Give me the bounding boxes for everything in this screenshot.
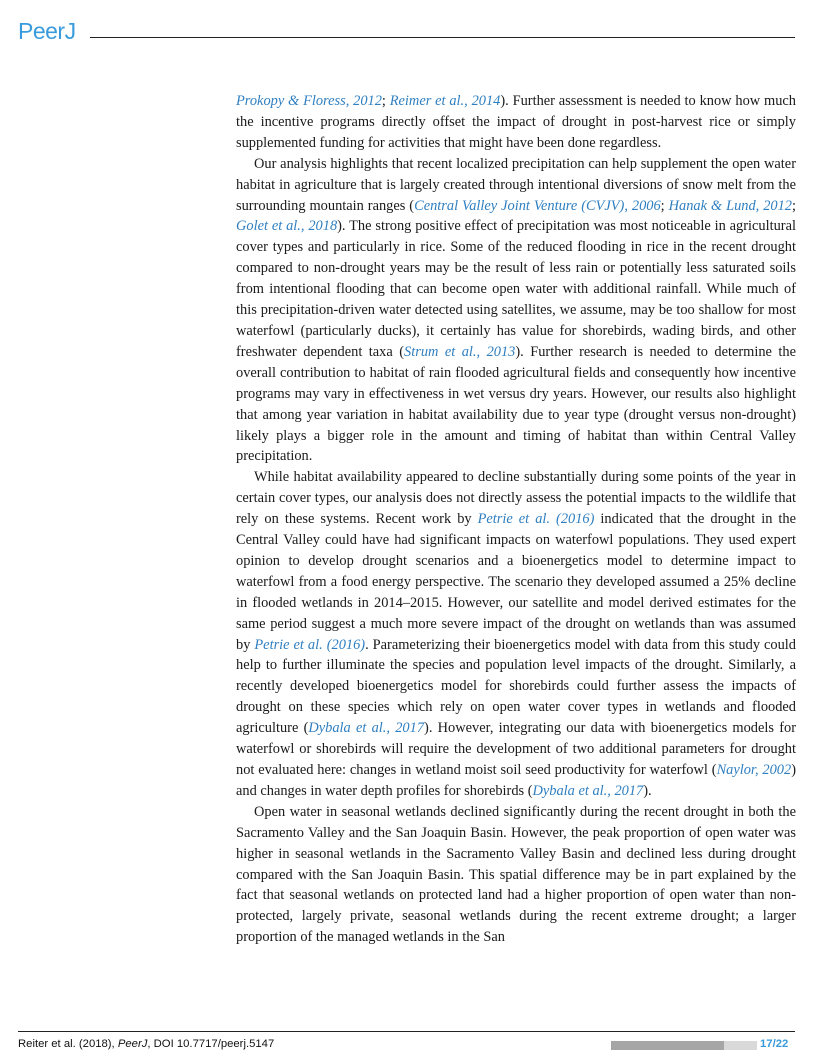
footer-citation-prefix: Reiter et al. (2018), [18,1038,118,1050]
article-body [236,91,796,948]
citation-link[interactable]: Golet et al., 2018 [236,218,338,235]
paragraph [236,91,796,154]
citation-link[interactable]: Strum et al., 2013 [404,343,516,360]
paragraph-text: ) and changes in water depth profiles for shorebirds ( [236,762,796,799]
paragraph-text: ). Further research is needed to determine the overall contribution to habitat of rain flooded agricultural fields and consequently how incentive programs may vary in effectiveness in wet versus dry years. However, our results also highlight that among year variation in habitat availability due to year type (drought versus non-drought) likely plays a bigger role in the amount and timing of habitat than within Central Valley precipitation. [236,343,796,465]
peerj-logo: PeerJ [18,18,76,44]
citation-link[interactable]: Central Valley Joint Venture (CVJV), 2006 [414,197,661,214]
paragraph-text: Open water in seasonal wetlands declined significantly during the recent drought in both the Sacramento Valley and the San Joaquin Basin. However, the peak proportion of open water was higher in seasonal wetlands in the Sacramento Valley Basin and declined less during drought compared with the San Joaquin Basin. This spatial difference may be in part explained by the fact that seasonal wetlands on protected land had a higher proportion of open water than non-protected, largely private, seasonal wetlands during the recent extreme drought; a larger proportion of the managed wetlands in the San [236,803,796,946]
footer-citation [18,1038,274,1050]
paragraph-text: ). [643,782,652,799]
citation-link[interactable]: Reimer et al., 2014 [389,93,501,109]
paragraph-text: ). Further assessment is needed to know how much the incentive programs directly offset the impact of drought in post-harvest rice or simply supplemented funding for activities that might have been done regardless. [236,93,796,151]
paragraph-text: Our analysis highlights that recent localized precipitation can help supplement the open water habitat in agriculture that is largely created through intentional diversions of snow melt from the surrounding mountain ranges ( [236,155,796,214]
paragraph-text: ; [791,197,796,214]
paragraph-text: indicated that the drought in the Central Valley could have had significant impacts on waterfowl populations. They used expert opinion to develop drought scenarios and a bioenergetics model to determine impact to waterfowl from a food energy perspective. The scenario they developed assumed a 25% decline in flooded wetlands in 2014–2015. However, our satellite and model derived estimates for the same period suggest a much more severe impact of the drought on wetlands than was assumed by [236,511,797,653]
footer-journal-name: PeerJ [117,1038,148,1050]
header-rule [90,37,795,38]
page-progress-fill [611,1041,724,1050]
citation-link[interactable]: Petrie et al. (2016) [254,636,366,653]
citation-link[interactable]: Hanak & Lund, 2012 [668,197,792,214]
paragraph-text: ; [381,93,390,109]
paragraph-text: . Parameterizing their bioenergetics model with data from this study could help to further illuminate the species and population level impacts of the drought. Similarly, a recently developed bioenergetics model for shorebirds could further assess the impacts of drought on these species which rely on open water cover types in wetlands and flooded agriculture ( [236,636,796,737]
citation-link[interactable]: Dybala et al., 2017 [308,720,425,737]
citation-link[interactable]: Naylor, 2002 [716,762,792,778]
paragraph [236,154,796,468]
paragraph [236,467,796,802]
paragraph-text: ; [660,197,669,214]
paragraph-text: ). However, integrating our data with bioenergetics models for waterfowl or shorebirds will require the development of two additional parameters for drought not evaluated here: changes in wetland moist soil seed productivity for waterfowl ( [236,720,797,778]
citation-link[interactable]: Petrie et al. (2016) [477,511,595,528]
page-footer [0,1025,819,1061]
footer-rule [18,1031,795,1032]
footer-doi: , DOI 10.7717/peerj.5147 [147,1038,275,1050]
paragraph [236,802,796,948]
citation-link[interactable]: Dybala et al., 2017 [532,782,644,799]
citation-link[interactable]: Prokopy & Floress, 2012 [236,93,382,109]
paragraph-text: ). The strong positive effect of precipitation was most noticeable in agricultural cover types and particularly in rice. Some of the reduced flooding in rice in the recent drought compared to non-drought years may be the result of less rain or potentially less saturated soils from intentional flooding that can become open water with additional rainfall. While much of this precipitation-driven water detected using satellites, we assume, may be too shallow for most waterfowl (particularly ducks), it certainly has value for shorebirds, wading birds, and other freshwater dependent taxa ( [236,218,796,360]
page-header [0,0,819,50]
paragraph-text: While habitat availability appeared to decline substantially during some points of the year in certain cover types, our analysis does not directly assess the potential impacts to the wildlife that rely on these systems. Recent work by [236,469,796,528]
page-number: 17/22 [760,1038,789,1050]
page-progress-bar [611,1041,757,1050]
